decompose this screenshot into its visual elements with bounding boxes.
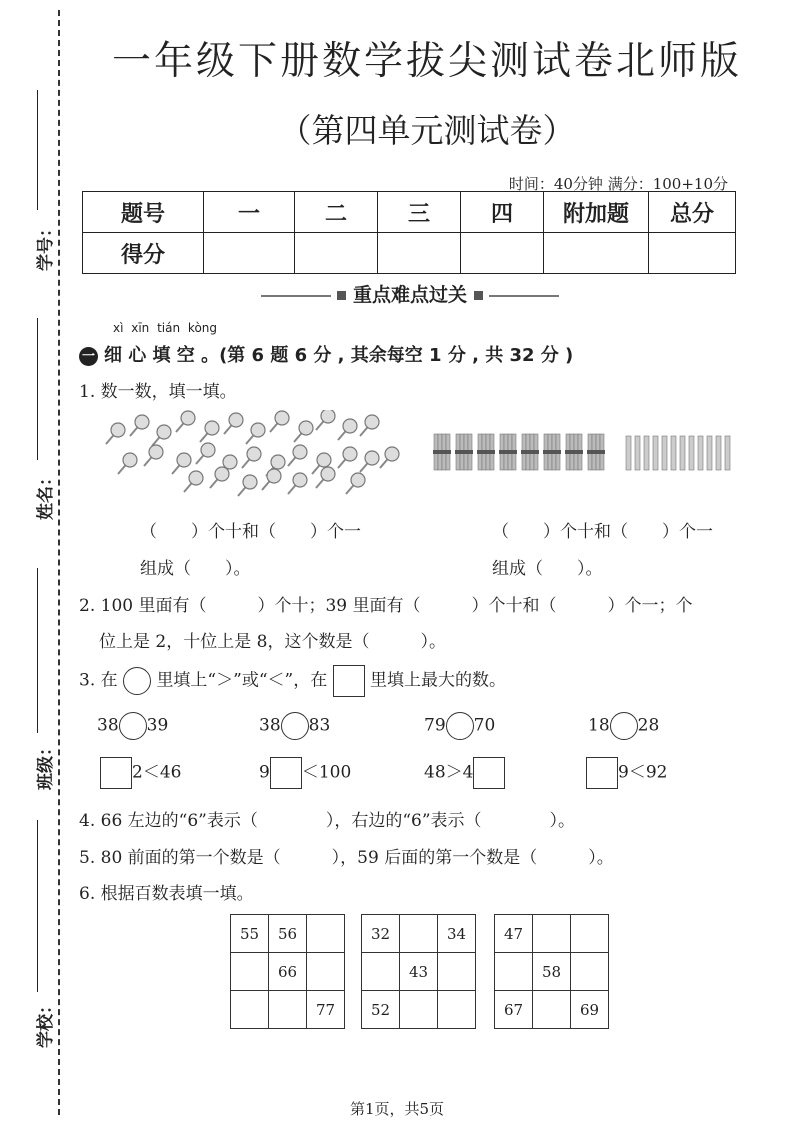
grid-cell[interactable] [231, 953, 269, 991]
score-header-cell: 三 [378, 192, 461, 233]
score-row-label: 得分 [83, 233, 204, 274]
circle-symbol-icon [123, 667, 151, 695]
lollipop-icon [106, 423, 125, 444]
banner-square-icon [337, 291, 346, 300]
grid-cell[interactable] [495, 953, 533, 991]
banner-text: 重点难点过关 [352, 284, 467, 306]
lollipop-icon [200, 421, 219, 442]
compare-circle-blank[interactable] [281, 712, 309, 740]
grid-cell[interactable] [400, 991, 438, 1029]
fill-item [259, 757, 351, 789]
fill-box-blank[interactable] [100, 757, 132, 789]
grid-cell: 67 [495, 991, 533, 1029]
compare-right-number: 70 [473, 715, 496, 736]
single-stick-icon [689, 436, 694, 470]
score-header-cell: 题号 [83, 192, 204, 233]
lollipop-icon [360, 415, 379, 436]
section-pinyin: xì xīn tián kòng [113, 321, 218, 335]
single-stick-icon [662, 436, 667, 470]
grid-cell: 32 [362, 915, 400, 953]
grid-cell: 56 [269, 915, 307, 953]
grid-cell: 66 [269, 953, 307, 991]
score-header-cell: 二 [295, 192, 378, 233]
q3-text [79, 665, 506, 697]
lollipop-icon [360, 451, 379, 472]
grid-cell[interactable] [269, 991, 307, 1029]
grid-cell: 69 [571, 991, 609, 1029]
single-stick-icon [698, 436, 703, 470]
grid-cell[interactable] [438, 953, 476, 991]
single-stick-icon [725, 436, 730, 470]
q2-line2: 位上是 2，十位上是 8，这个数是（ ）。 [99, 632, 446, 652]
score-cell[interactable] [544, 233, 649, 274]
lollipop-icon [288, 445, 307, 466]
compare-left-number: 38 [259, 715, 281, 736]
section-banner [240, 280, 580, 307]
page-subtitle: （第四单元测试卷） [278, 111, 576, 150]
single-stick-icon [680, 436, 685, 470]
section-heading [79, 341, 573, 367]
banner-rule-right [489, 295, 559, 297]
q1-left-line2: 组成（ ）。 [140, 559, 251, 579]
single-stick-icon [716, 436, 721, 470]
lollipop-icon [246, 423, 265, 444]
time-info: 时间：40分钟 满分：100+10分 [508, 175, 728, 193]
q5-text: 5. 80 前面的第一个数是（ ），59 后面的第一个数是（ ）。 [79, 848, 614, 868]
lollipop-icon [196, 443, 215, 464]
score-cell[interactable] [461, 233, 544, 274]
lollipop-icon [242, 447, 261, 468]
stick-bundle-icon [455, 434, 473, 470]
compare-right-number: 28 [637, 715, 660, 736]
compare-circle-blank[interactable] [446, 712, 474, 740]
score-header-cell: 附加题 [544, 192, 649, 233]
fill-item [100, 757, 181, 789]
grid-cell: 58 [533, 953, 571, 991]
name-label: 姓名： [36, 469, 56, 520]
score-header-cell: 总分 [649, 192, 736, 233]
q3-text-part2: 里填上“＞”或“＜”，在 [156, 670, 328, 691]
single-stick-icon [644, 436, 649, 470]
student-id-line [37, 90, 38, 210]
grid-cell: 55 [231, 915, 269, 953]
grid-cell[interactable] [533, 991, 571, 1029]
grid-cell: 52 [362, 991, 400, 1029]
compare-item [259, 712, 330, 740]
lollipop-icon [380, 447, 399, 468]
score-table [82, 191, 736, 274]
score-cell[interactable] [295, 233, 378, 274]
banner-rule-left [261, 295, 331, 297]
q3-text-part1: 3. 在 [79, 670, 118, 691]
single-stick-icon [671, 436, 676, 470]
fill-suffix: 9＜92 [618, 762, 668, 783]
fill-box-blank[interactable] [586, 757, 618, 789]
score-table-header-row [83, 192, 736, 233]
stick-bundle-icon [587, 434, 605, 470]
grid-cell[interactable] [307, 953, 345, 991]
name-line [37, 318, 38, 460]
lollipop-icon [338, 419, 357, 440]
class-label: 班级： [36, 739, 56, 790]
lollipop-icon [338, 447, 357, 468]
lollipop-icon [144, 445, 163, 466]
class-line [37, 568, 38, 733]
lollipop-icon [270, 411, 289, 432]
section-title: 细 心 填 空 。(第 6 题 6 分 , 其余每空 1 分 , 共 32 分 ) [104, 345, 574, 366]
fill-prefix: 9 [259, 762, 270, 783]
hundred-chart-grid [494, 914, 609, 1029]
lollipop-icon [238, 475, 257, 496]
grid-cell[interactable] [571, 953, 609, 991]
grid-cell: 43 [400, 953, 438, 991]
q1-right-line1: （ ）个十和（ ）个一 [492, 522, 713, 542]
lollipop-icon [176, 411, 195, 432]
score-cell[interactable] [204, 233, 295, 274]
score-cell[interactable] [649, 233, 736, 274]
grid-cell[interactable] [571, 915, 609, 953]
lollipop-icon [294, 421, 313, 442]
fill-item [424, 757, 505, 789]
lollipop-icon [316, 410, 335, 430]
grid-cell[interactable] [362, 953, 400, 991]
school-line [37, 820, 38, 992]
fill-suffix: 2＜46 [132, 762, 182, 783]
grid-cell[interactable] [438, 991, 476, 1029]
lollipop-icon [172, 453, 191, 474]
square-symbol-icon [333, 665, 365, 697]
stick-bundle-icon [543, 434, 561, 470]
lollipop-icon [152, 425, 171, 446]
stick-bundle-icon [499, 434, 517, 470]
q1-right-line2: 组成（ ）。 [492, 559, 603, 579]
fill-item [586, 757, 667, 789]
compare-right-number: 83 [308, 715, 331, 736]
fill-box-blank[interactable] [270, 757, 302, 789]
section-number-badge: 一 [79, 347, 98, 366]
lollipop-icon [316, 467, 335, 488]
compare-circle-blank[interactable] [610, 712, 638, 740]
lollipop-icon [184, 471, 203, 492]
compare-right-number: 39 [146, 715, 169, 736]
grid-cell[interactable] [231, 991, 269, 1029]
lollipop-picture [100, 410, 400, 500]
lollipop-icon [118, 453, 137, 474]
grid-cell: 47 [495, 915, 533, 953]
fill-prefix: 48＞4 [424, 762, 474, 783]
q4-text: 4. 66 左边的“6”表示（ ），右边的“6”表示（ ）。 [79, 811, 576, 831]
compare-item [588, 712, 659, 740]
school-label: 学校： [36, 997, 56, 1048]
lollipop-icon [288, 473, 307, 494]
lollipop-icon [224, 413, 243, 434]
page-title: 一年级下册数学拔尖测试卷北师版 [111, 39, 742, 84]
fill-suffix: ＜100 [301, 762, 352, 783]
grid-cell: 34 [438, 915, 476, 953]
compare-left-number: 38 [97, 715, 119, 736]
grid-cell[interactable] [307, 915, 345, 953]
single-stick-icon [707, 436, 712, 470]
q1-left-line1: （ ）个十和（ ）个一 [140, 522, 361, 542]
compare-circle-blank[interactable] [119, 712, 147, 740]
score-table-score-row [83, 233, 736, 274]
student-id-label: 学号： [36, 220, 56, 271]
grid-cell: 77 [307, 991, 345, 1029]
q3-text-part3: 里填上最大的数。 [370, 670, 507, 691]
single-stick-icon [635, 436, 640, 470]
page-footer: 第1页，共5页 [349, 1100, 445, 1118]
lollipop-icon [130, 415, 149, 436]
q2-line1: 2. 100 里面有（ ）个十；39 里面有（ ）个十和（ ）个一；个 [79, 596, 693, 616]
score-cell[interactable] [378, 233, 461, 274]
single-stick-icon [653, 436, 658, 470]
compare-item [97, 712, 168, 740]
lollipop-icon [346, 473, 365, 494]
stick-bundle-icon [477, 434, 495, 470]
hundred-chart-grid [361, 914, 476, 1029]
q6-text: 6. 根据百数表填一填。 [79, 884, 254, 904]
stick-bundle-icon [433, 434, 451, 470]
score-header-cell: 一 [204, 192, 295, 233]
stick-bundle-icon [565, 434, 583, 470]
grid-cell[interactable] [533, 915, 571, 953]
grid-cell[interactable] [400, 915, 438, 953]
stick-bundle-icon [521, 434, 539, 470]
compare-left-number: 79 [424, 715, 446, 736]
compare-item [424, 712, 495, 740]
fill-box-blank[interactable] [473, 757, 505, 789]
q1-text: 1. 数一数，填一填。 [79, 382, 237, 402]
single-stick-icon [626, 436, 631, 470]
compare-left-number: 18 [588, 715, 610, 736]
hundred-chart-grid [230, 914, 345, 1029]
banner-square-icon [474, 291, 483, 300]
binding-dashed-line [58, 10, 60, 1115]
stick-bundles-picture [430, 430, 740, 475]
lollipop-icon [262, 469, 281, 490]
lollipop-icon [210, 467, 229, 488]
score-header-cell: 四 [461, 192, 544, 233]
